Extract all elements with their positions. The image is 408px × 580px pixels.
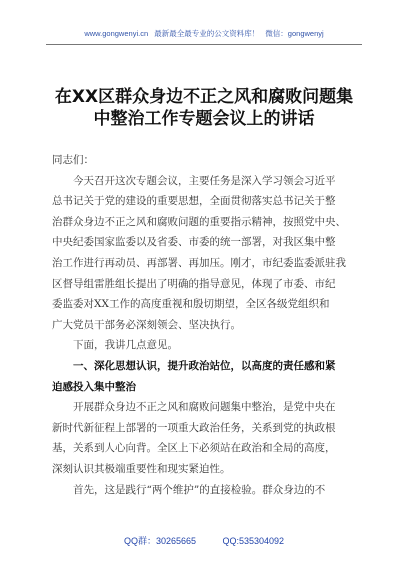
document-title-line1: 在XX区群众身边不正之风和腐败问题集 <box>54 87 354 107</box>
text-line: 新时代新征程上部署的一项重大政治任务，关系到党的执政根 <box>52 421 336 434</box>
text-line: 总书记关于党的建设的重要思想，全面贯彻落实总书记关于整 <box>52 195 336 208</box>
document-title-line2: 中整治工作专题会议上的讲话 <box>93 109 315 129</box>
paragraph-3 <box>52 397 358 479</box>
footer-qq: QQ:535304092 <box>222 536 285 546</box>
text-line: 基，关系到人心向背。全区上下必须站在政治和全局的高度， <box>52 442 336 455</box>
text-line: 开展群众身边不正之风和腐败问题集中整治，是党中央在 <box>73 401 336 414</box>
text-line: 今天召开这次专题会议，主要任务是深入学习领会习近平 <box>73 174 336 187</box>
page-header <box>0 28 408 39</box>
text-line: 深刻认识其极端重要性和现实紧迫性。 <box>52 462 231 475</box>
section-heading-1 <box>52 356 358 397</box>
text-line: 中央纪委国家监委以及省委、市委的统一部署，对我区集中整 <box>52 236 336 249</box>
header-wechat: 微信：gongwenyj <box>265 29 324 38</box>
page-footer <box>0 534 408 547</box>
heading-line: 一、深化思想认识，提升政治站位，以高度的责任感和紧 <box>73 359 336 372</box>
footer-qq-group: QQ群：30265665 <box>123 536 196 546</box>
header-site[interactable]: www.gongwenyi.cn <box>84 29 149 38</box>
document-body <box>52 150 358 500</box>
text-line: 广大党员干部务必深刻领会、坚决执行。 <box>52 318 241 331</box>
header-slogan: 最新最全最专业的公文资料库！ <box>154 29 260 38</box>
paragraph-4: 首先，这是践行“两个维护”的直接检验。群众身边的不 <box>73 483 326 496</box>
heading-line: 迫感投入集中整治 <box>52 380 136 393</box>
paragraph-2: 下面，我讲几点意见。 <box>73 339 178 352</box>
text-line: 治工作进行再动员、再部署、再加压。刚才，市纪委监委派驻我 <box>52 256 346 269</box>
salutation: 同志们： <box>52 154 94 166</box>
text-line: 区督导组雷胜组长提出了明确的指导意见，体现了市委、市纪 <box>52 277 336 290</box>
text-line: 治群众身边不正之风和腐败问题的重要指示精神，按照党中央、 <box>52 215 346 228</box>
header-divider <box>46 44 362 45</box>
paragraph-1 <box>52 171 358 336</box>
text-line: 委监委对XX工作的高度重视和殷切期望，全区各级党组织和 <box>52 298 330 311</box>
